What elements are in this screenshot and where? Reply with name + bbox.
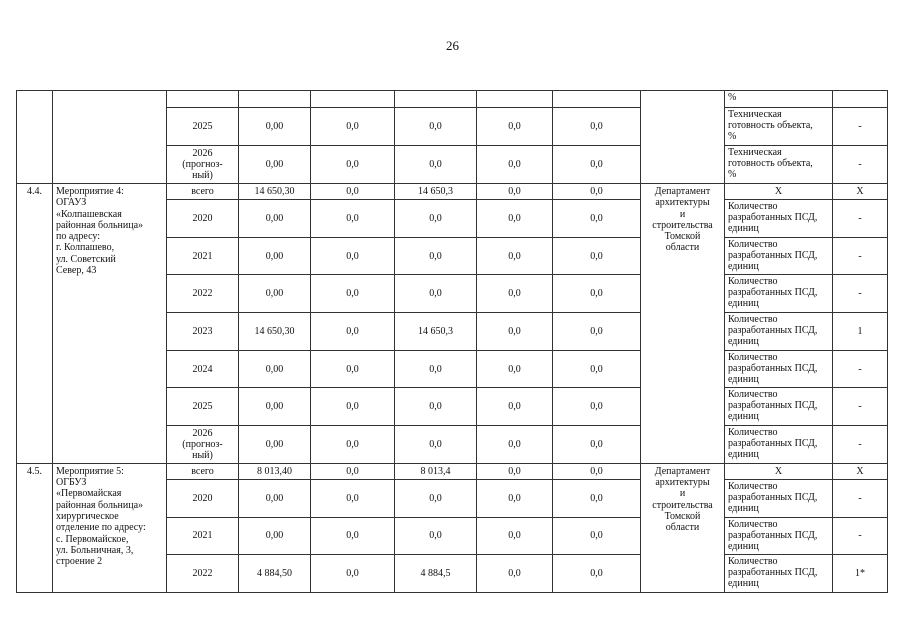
indicator-cell-line: %: [728, 169, 737, 180]
regional-cell: 0,0: [395, 388, 477, 426]
event-name-cell-line: Мероприятие 4:: [56, 186, 124, 197]
local-cell: 0,0: [477, 313, 553, 351]
indicator-value-cell: -: [833, 146, 888, 184]
event-name-cell-line: хирургическое: [56, 511, 119, 522]
department-cell-line: Томской: [664, 231, 701, 243]
event-name-cell-line: районная больница»: [56, 219, 144, 231]
indicator-cell: [725, 146, 833, 184]
indicator-cell-line: разработанных ПСД,: [728, 400, 818, 412]
department-cell-line: архитектуры: [655, 197, 710, 209]
indicator-value-cell: -: [833, 479, 888, 517]
department-cell-line: строительства: [652, 219, 713, 231]
department-cell-line: строительства: [652, 499, 713, 511]
indicator-cell: %: [725, 91, 833, 108]
federal-cell: 0,0: [311, 463, 395, 479]
total-cell: 0,00: [239, 388, 311, 426]
federal-cell: 0,0: [311, 184, 395, 200]
department-cell-line: и: [679, 488, 686, 500]
year-cell-line: (прогноз-: [182, 159, 223, 170]
department-cell-line: области: [665, 522, 700, 534]
indicator-cell-line: единиц: [728, 411, 759, 423]
federal-cell: 0,0: [311, 237, 395, 275]
total-cell: 14 650,30: [239, 313, 311, 351]
regional-cell: 0,0: [395, 237, 477, 275]
indicator-cell: [725, 313, 833, 351]
indicator-cell-line: Количество: [728, 389, 778, 401]
federal-cell: 0,0: [311, 555, 395, 593]
year-cell: 2024: [167, 350, 239, 388]
other-cell: 0,0: [553, 426, 641, 464]
year-cell: 2025: [167, 108, 239, 146]
year-cell: 2020: [167, 200, 239, 238]
year-cell: 2021: [167, 237, 239, 275]
federal-cell: 0,0: [311, 388, 395, 426]
indicator-cell-line: единиц: [728, 449, 759, 461]
department-cell-line: архитектуры: [655, 477, 710, 489]
other-cell: 0,0: [553, 275, 641, 313]
indicator-cell-line: единиц: [728, 540, 759, 552]
other-cell: 0,0: [553, 463, 641, 479]
indicator-cell: Х: [725, 184, 833, 200]
regional-cell: 0,0: [395, 108, 477, 146]
indicator-cell-line: разработанных ПСД,: [728, 249, 818, 261]
empty-cell: [239, 91, 311, 108]
indicator-cell: [725, 479, 833, 517]
year-cell: [167, 146, 239, 184]
local-cell: 0,0: [477, 517, 553, 555]
department-cell: [641, 463, 725, 592]
other-cell: 0,0: [553, 146, 641, 184]
indicator-cell: [725, 200, 833, 238]
regional-cell: 0,0: [395, 146, 477, 184]
year-cell: 2020: [167, 479, 239, 517]
indicator-cell: [725, 426, 833, 464]
federal-cell: 0,0: [311, 146, 395, 184]
indicator-value-cell: 1*: [833, 555, 888, 593]
indicator-value-cell: -: [833, 517, 888, 555]
event-name-cell-line: районная больница»: [56, 499, 144, 511]
year-cell: всего: [167, 184, 239, 200]
indicator-cell: [725, 275, 833, 313]
department-cell-line: Томской: [664, 511, 701, 522]
indicator-cell-line: единиц: [728, 373, 759, 385]
total-cell: 0,00: [239, 237, 311, 275]
program-table: [16, 90, 888, 593]
regional-cell: 0,0: [395, 517, 477, 555]
indicator-cell-line: разработанных ПСД,: [728, 287, 818, 299]
indicator-cell-line: Количество: [728, 276, 778, 288]
year-cell: [167, 426, 239, 464]
indicator-cell-line: Техническая: [728, 147, 782, 158]
local-cell: 0,0: [477, 388, 553, 426]
year-cell: 2022: [167, 275, 239, 313]
other-cell: 0,0: [553, 388, 641, 426]
local-cell: 0,0: [477, 479, 553, 517]
indicator-cell-line: Количество: [728, 351, 778, 363]
event-name-cell-line: «Колпашевская: [56, 208, 122, 220]
index-cell: 4.5.: [17, 463, 53, 592]
local-cell: 0,0: [477, 184, 553, 200]
year-cell: всего: [167, 463, 239, 479]
regional-cell: 0,0: [395, 200, 477, 238]
indicator-cell-line: единиц: [728, 578, 759, 590]
regional-cell: 0,0: [395, 350, 477, 388]
local-cell: 0,0: [477, 200, 553, 238]
other-cell: 0,0: [553, 313, 641, 351]
federal-cell: 0,0: [311, 350, 395, 388]
year-cell-line: 2026: [192, 148, 213, 159]
indicator-cell: [725, 517, 833, 555]
indicator-cell-line: единиц: [728, 223, 759, 234]
regional-cell: 0,0: [395, 479, 477, 517]
event-name-cell-line: ул. Больничная, 3,: [56, 544, 134, 556]
indicator-cell-line: Количество: [728, 556, 778, 568]
total-cell: 4 884,50: [239, 555, 311, 593]
indicator-cell-line: единиц: [728, 260, 759, 272]
event-name-cell-line: ОГАУЗ: [56, 197, 87, 209]
other-cell: 0,0: [553, 237, 641, 275]
indicator-cell-line: Количество: [728, 314, 778, 326]
regional-cell: 4 884,5: [395, 555, 477, 593]
indicator-cell-line: Количество: [728, 427, 778, 439]
indicator-cell: [725, 350, 833, 388]
indicator-cell-line: разработанных ПСД,: [728, 529, 818, 541]
page-number: 26: [446, 38, 459, 53]
event-name-cell-line: ОГБУЗ: [56, 477, 87, 489]
empty-cell: [311, 91, 395, 108]
event-name-cell-line: Север, 43: [56, 265, 97, 277]
total-cell: 8 013,40: [239, 463, 311, 479]
empty-cell: [395, 91, 477, 108]
indicator-cell-line: разработанных ПСД,: [728, 438, 818, 450]
indicator-cell-line: Количество: [728, 238, 778, 250]
federal-cell: 0,0: [311, 313, 395, 351]
total-cell: 14 650,30: [239, 184, 311, 200]
year-cell: 2021: [167, 517, 239, 555]
indicator-value-cell: -: [833, 275, 888, 313]
other-cell: 0,0: [553, 350, 641, 388]
indicator-cell-line: единиц: [728, 298, 759, 310]
indicator-value-cell: -: [833, 108, 888, 146]
event-name-cell-line: с. Первомайское,: [56, 533, 129, 545]
event-name-cell: [53, 91, 167, 184]
event-name-cell: [53, 184, 167, 464]
department-cell: [641, 184, 725, 464]
event-name-cell-line: г. Колпашево,: [56, 242, 115, 254]
indicator-cell-line: единиц: [728, 336, 759, 348]
regional-cell: 8 013,4: [395, 463, 477, 479]
other-cell: 0,0: [553, 555, 641, 593]
indicator-value-cell: -: [833, 388, 888, 426]
indicator-value-cell: [833, 91, 888, 108]
federal-cell: 0,0: [311, 275, 395, 313]
indicator-value-cell: -: [833, 350, 888, 388]
indicator-cell: [725, 388, 833, 426]
indicator-cell-line: разработанных ПСД,: [728, 491, 818, 503]
year-cell: 2025: [167, 388, 239, 426]
index-cell: 4.4.: [17, 184, 53, 464]
department-cell-line: и: [679, 208, 686, 220]
indicator-cell: [725, 237, 833, 275]
total-cell: 0,00: [239, 350, 311, 388]
federal-cell: 0,0: [311, 108, 395, 146]
indicator-cell-line: %: [728, 131, 737, 142]
event-name-cell: [53, 463, 167, 592]
indicator-value-cell: -: [833, 426, 888, 464]
other-cell: 0,0: [553, 479, 641, 517]
local-cell: 0,0: [477, 463, 553, 479]
year-cell-line: ный): [192, 170, 213, 181]
indicator-value-cell: 1: [833, 313, 888, 351]
index-cell: [17, 91, 53, 184]
other-cell: 0,0: [553, 184, 641, 200]
federal-cell: 0,0: [311, 426, 395, 464]
indicator-cell-line: Количество: [728, 518, 778, 530]
year-cell-line: (прогноз-: [182, 438, 223, 450]
total-cell: 0,00: [239, 479, 311, 517]
other-cell: 0,0: [553, 108, 641, 146]
year-cell-line: 2026: [192, 427, 213, 439]
local-cell: 0,0: [477, 146, 553, 184]
local-cell: 0,0: [477, 555, 553, 593]
regional-cell: 14 650,3: [395, 313, 477, 351]
indicator-value-cell: -: [833, 200, 888, 238]
indicator-value-cell: Х: [833, 463, 888, 479]
local-cell: 0,0: [477, 275, 553, 313]
local-cell: 0,0: [477, 237, 553, 275]
indicator-cell-line: Количество: [728, 480, 778, 492]
federal-cell: 0,0: [311, 517, 395, 555]
table-row: [17, 463, 888, 479]
empty-cell: [167, 91, 239, 108]
table-row: [17, 91, 888, 108]
regional-cell: 0,0: [395, 275, 477, 313]
department-cell-line: области: [665, 242, 700, 254]
department-cell: [641, 91, 725, 184]
total-cell: 0,00: [239, 200, 311, 238]
indicator-cell: [725, 108, 833, 146]
indicator-cell-line: Техническая: [728, 109, 782, 120]
other-cell: 0,0: [553, 200, 641, 238]
indicator-cell-line: разработанных ПСД,: [728, 567, 818, 579]
total-cell: 0,00: [239, 146, 311, 184]
indicator-cell-line: готовность объекта,: [728, 158, 813, 169]
total-cell: 0,00: [239, 517, 311, 555]
total-cell: 0,00: [239, 275, 311, 313]
event-name-cell-line: «Первомайская: [56, 488, 122, 500]
indicator-value-cell: -: [833, 237, 888, 275]
event-name-cell-line: строение 2: [56, 556, 103, 568]
indicator-cell-line: Количество: [728, 201, 778, 212]
local-cell: 0,0: [477, 108, 553, 146]
indicator-cell: [725, 555, 833, 593]
event-name-cell-line: по адресу:: [56, 231, 101, 243]
table-row: [17, 184, 888, 200]
local-cell: 0,0: [477, 350, 553, 388]
year-cell: 2023: [167, 313, 239, 351]
regional-cell: 14 650,3: [395, 184, 477, 200]
indicator-cell-line: готовность объекта,: [728, 120, 813, 131]
indicator-value-cell: Х: [833, 184, 888, 200]
other-cell: 0,0: [553, 517, 641, 555]
indicator-cell-line: единиц: [728, 502, 759, 514]
empty-cell: [477, 91, 553, 108]
year-cell: 2022: [167, 555, 239, 593]
department-cell-line: Департамент: [654, 186, 711, 197]
indicator-cell-line: разработанных ПСД,: [728, 362, 818, 374]
year-cell-line: ный): [192, 449, 213, 461]
federal-cell: 0,0: [311, 479, 395, 517]
regional-cell: 0,0: [395, 426, 477, 464]
indicator-cell-line: разработанных ПСД,: [728, 325, 818, 337]
event-name-cell-line: отделение по адресу:: [56, 522, 146, 534]
federal-cell: 0,0: [311, 200, 395, 238]
event-name-cell-line: Мероприятие 5:: [56, 465, 124, 477]
total-cell: 0,00: [239, 108, 311, 146]
indicator-cell: Х: [725, 463, 833, 479]
department-cell-line: Департамент: [654, 465, 711, 477]
indicator-cell-line: разработанных ПСД,: [728, 212, 818, 223]
empty-cell: [553, 91, 641, 108]
local-cell: 0,0: [477, 426, 553, 464]
total-cell: 0,00: [239, 426, 311, 464]
event-name-cell-line: ул. Советский: [56, 253, 116, 265]
